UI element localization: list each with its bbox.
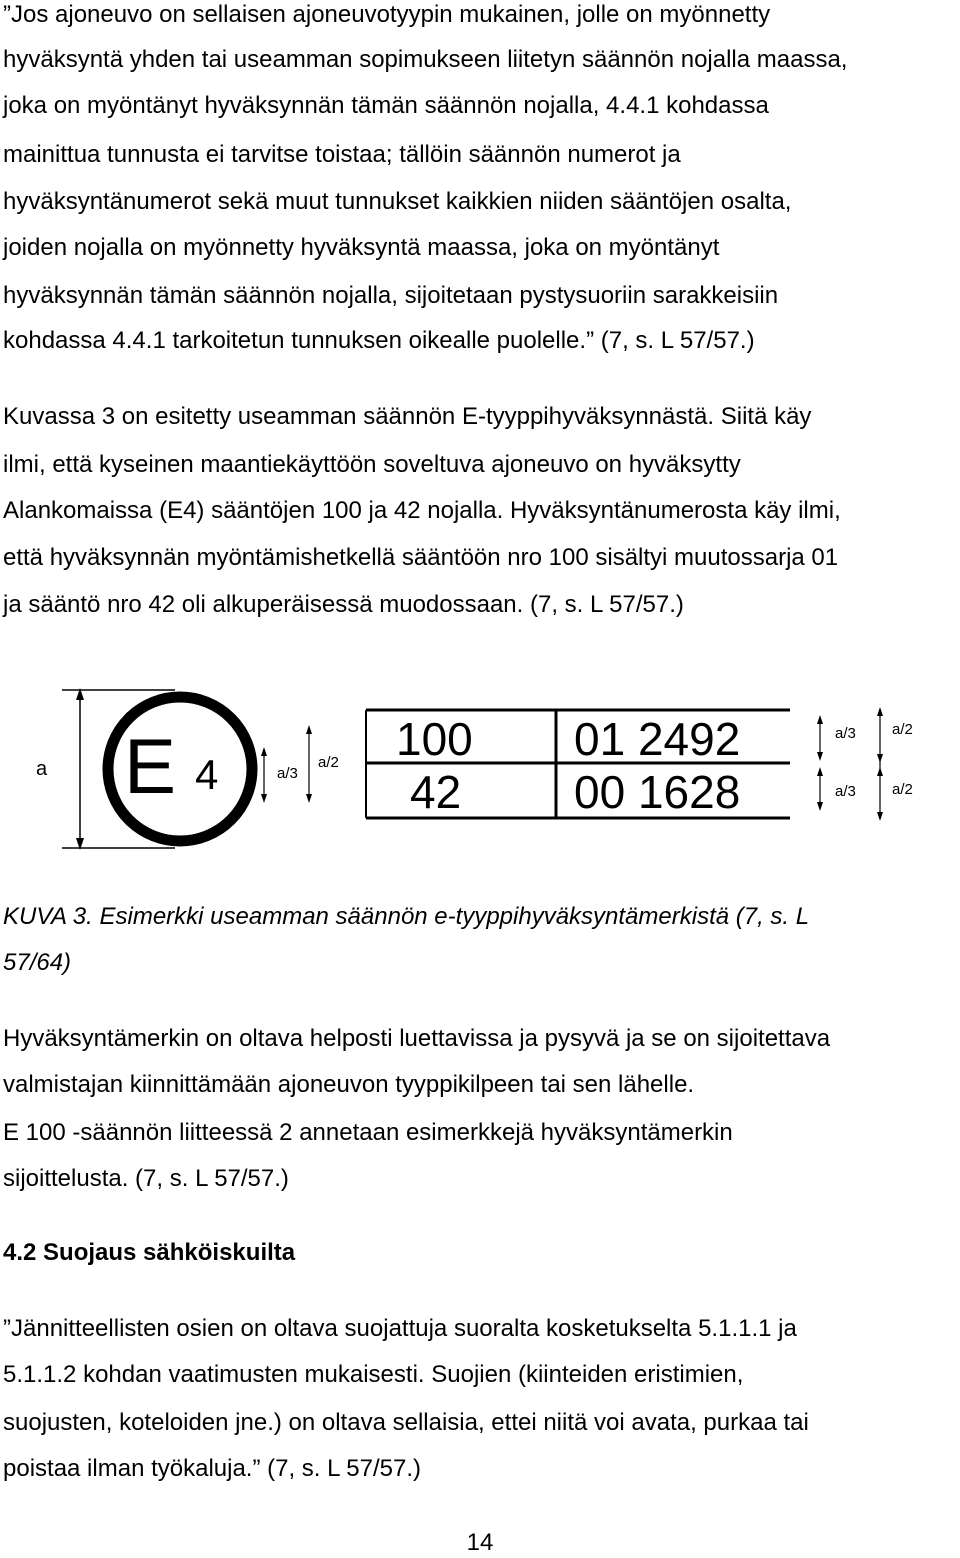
- row-2-regulation: 42: [410, 766, 462, 818]
- text-line: että hyväksynnän myöntämishetkellä sääntöön nro 100 sisältyi muutossarja 01: [3, 544, 839, 571]
- row-2-approval: 00 1628: [574, 766, 741, 818]
- text-line: hyväksyntänumerot sekä muut tunnukset kaikkien niiden sääntöjen osalta,: [3, 188, 792, 215]
- text-line: ”Jännitteellisten osien on oltava suojattuja suoralta kosketukselta 5.1.1.1 ja: [3, 1315, 797, 1342]
- arrow-down-icon: [877, 812, 883, 821]
- row-1-regulation: 100: [396, 713, 473, 765]
- circle-letter: E: [124, 722, 177, 810]
- page-number: 14: [466, 1529, 494, 1556]
- text-line: mainittua tunnusta ei tarvitse toistaa; tällöin säännön numerot ja: [3, 141, 681, 168]
- arrow-down-icon: [817, 752, 823, 761]
- circle-number: 4: [195, 751, 219, 798]
- text-line: joiden nojalla on myönnetty hyväksyntä maassa, joka on myöntänyt: [3, 234, 720, 261]
- text-line: kohdassa 4.4.1 tarkoitetun tunnuksen oikealle puolelle.” (7, s. L 57/57.): [3, 327, 755, 354]
- text-line: ja sääntö nro 42 oli alkuperäisessä muodossaan. (7, s. L 57/57.): [3, 591, 684, 618]
- text-line: ”Jos ajoneuvo on sellaisen ajoneuvotyypin mukainen, jolle on myönnetty: [3, 1, 771, 28]
- dim-label-a2-right: a/2: [892, 781, 913, 798]
- text-line: 5.1.1.2 kohdan vaatimusten mukaisesti. Suojien (kiinteiden eristimien,: [3, 1361, 744, 1388]
- dim-label-a3-right: a/3: [835, 783, 856, 800]
- text-line: sijoittelusta. (7, s. L 57/57.): [3, 1165, 289, 1192]
- arrow-down-icon: [306, 794, 312, 803]
- row-1-approval: 01 2492: [574, 713, 741, 765]
- arrow-up-icon: [817, 767, 823, 776]
- section-heading: 4.2 Suojaus sähköiskuilta: [3, 1239, 296, 1266]
- text-line: hyväksyntä yhden tai useamman sopimukseen liitetyn säännön nojalla maassa,: [3, 46, 848, 73]
- arrow-down-icon: [261, 794, 267, 803]
- text-line: poistaa ilman työkaluja.” (7, s. L 57/57.): [3, 1455, 421, 1482]
- caption-line: KUVA 3. Esimerkki useamman säännön e-tyyppihyväksyntämerkistä (7, s. L: [3, 903, 810, 930]
- arrow-up-icon: [877, 707, 883, 716]
- text-line: joka on myöntänyt hyväksynnän tämän säännön nojalla, 4.4.1 kohdassa: [3, 92, 769, 119]
- arrow-down-icon: [877, 754, 883, 763]
- text-line: Hyväksyntämerkin on oltava helposti luettavissa ja pysyvä ja se on sijoitettava: [3, 1025, 831, 1052]
- text-line: suojusten, koteloiden jne.) on oltava sellaisia, ettei niitä voi avata, purkaa tai: [3, 1409, 809, 1436]
- arrow-up-icon: [306, 725, 312, 734]
- dim-label-a: a: [36, 758, 48, 780]
- approval-mark-figure: [0, 680, 960, 860]
- text-line: hyväksynnän tämän säännön nojalla, sijoitetaan pystysuoriin sarakkeisiin: [3, 282, 779, 309]
- arrow-up-icon: [261, 747, 267, 756]
- dim-label-a2-right: a/2: [892, 721, 913, 738]
- dim-label-a3: a/3: [277, 765, 298, 782]
- text-line: ilmi, että kyseinen maantiekäyttöön soveltuva ajoneuvo on hyväksytty: [3, 451, 741, 478]
- text-line: E 100 -säännön liitteessä 2 annetaan esimerkkejä hyväksyntämerkin: [3, 1119, 733, 1146]
- arrow-down-icon: [817, 802, 823, 811]
- arrow-up-icon: [817, 715, 823, 724]
- arrow-up-icon: [877, 767, 883, 776]
- text-line: Alankomaissa (E4) sääntöjen 100 ja 42 nojalla. Hyväksyntänumerosta käy ilmi,: [3, 497, 841, 524]
- caption-line: 57/64): [3, 949, 72, 976]
- dim-label-a3-right: a/3: [835, 725, 856, 742]
- dim-label-a2: a/2: [318, 754, 339, 771]
- text-line: valmistajan kiinnittämään ajoneuvon tyyppikilpeen tai sen lähelle.: [3, 1071, 695, 1098]
- text-line: Kuvassa 3 on esitetty useamman säännön E-tyyppihyväksynnästä. Siitä käy: [3, 403, 812, 430]
